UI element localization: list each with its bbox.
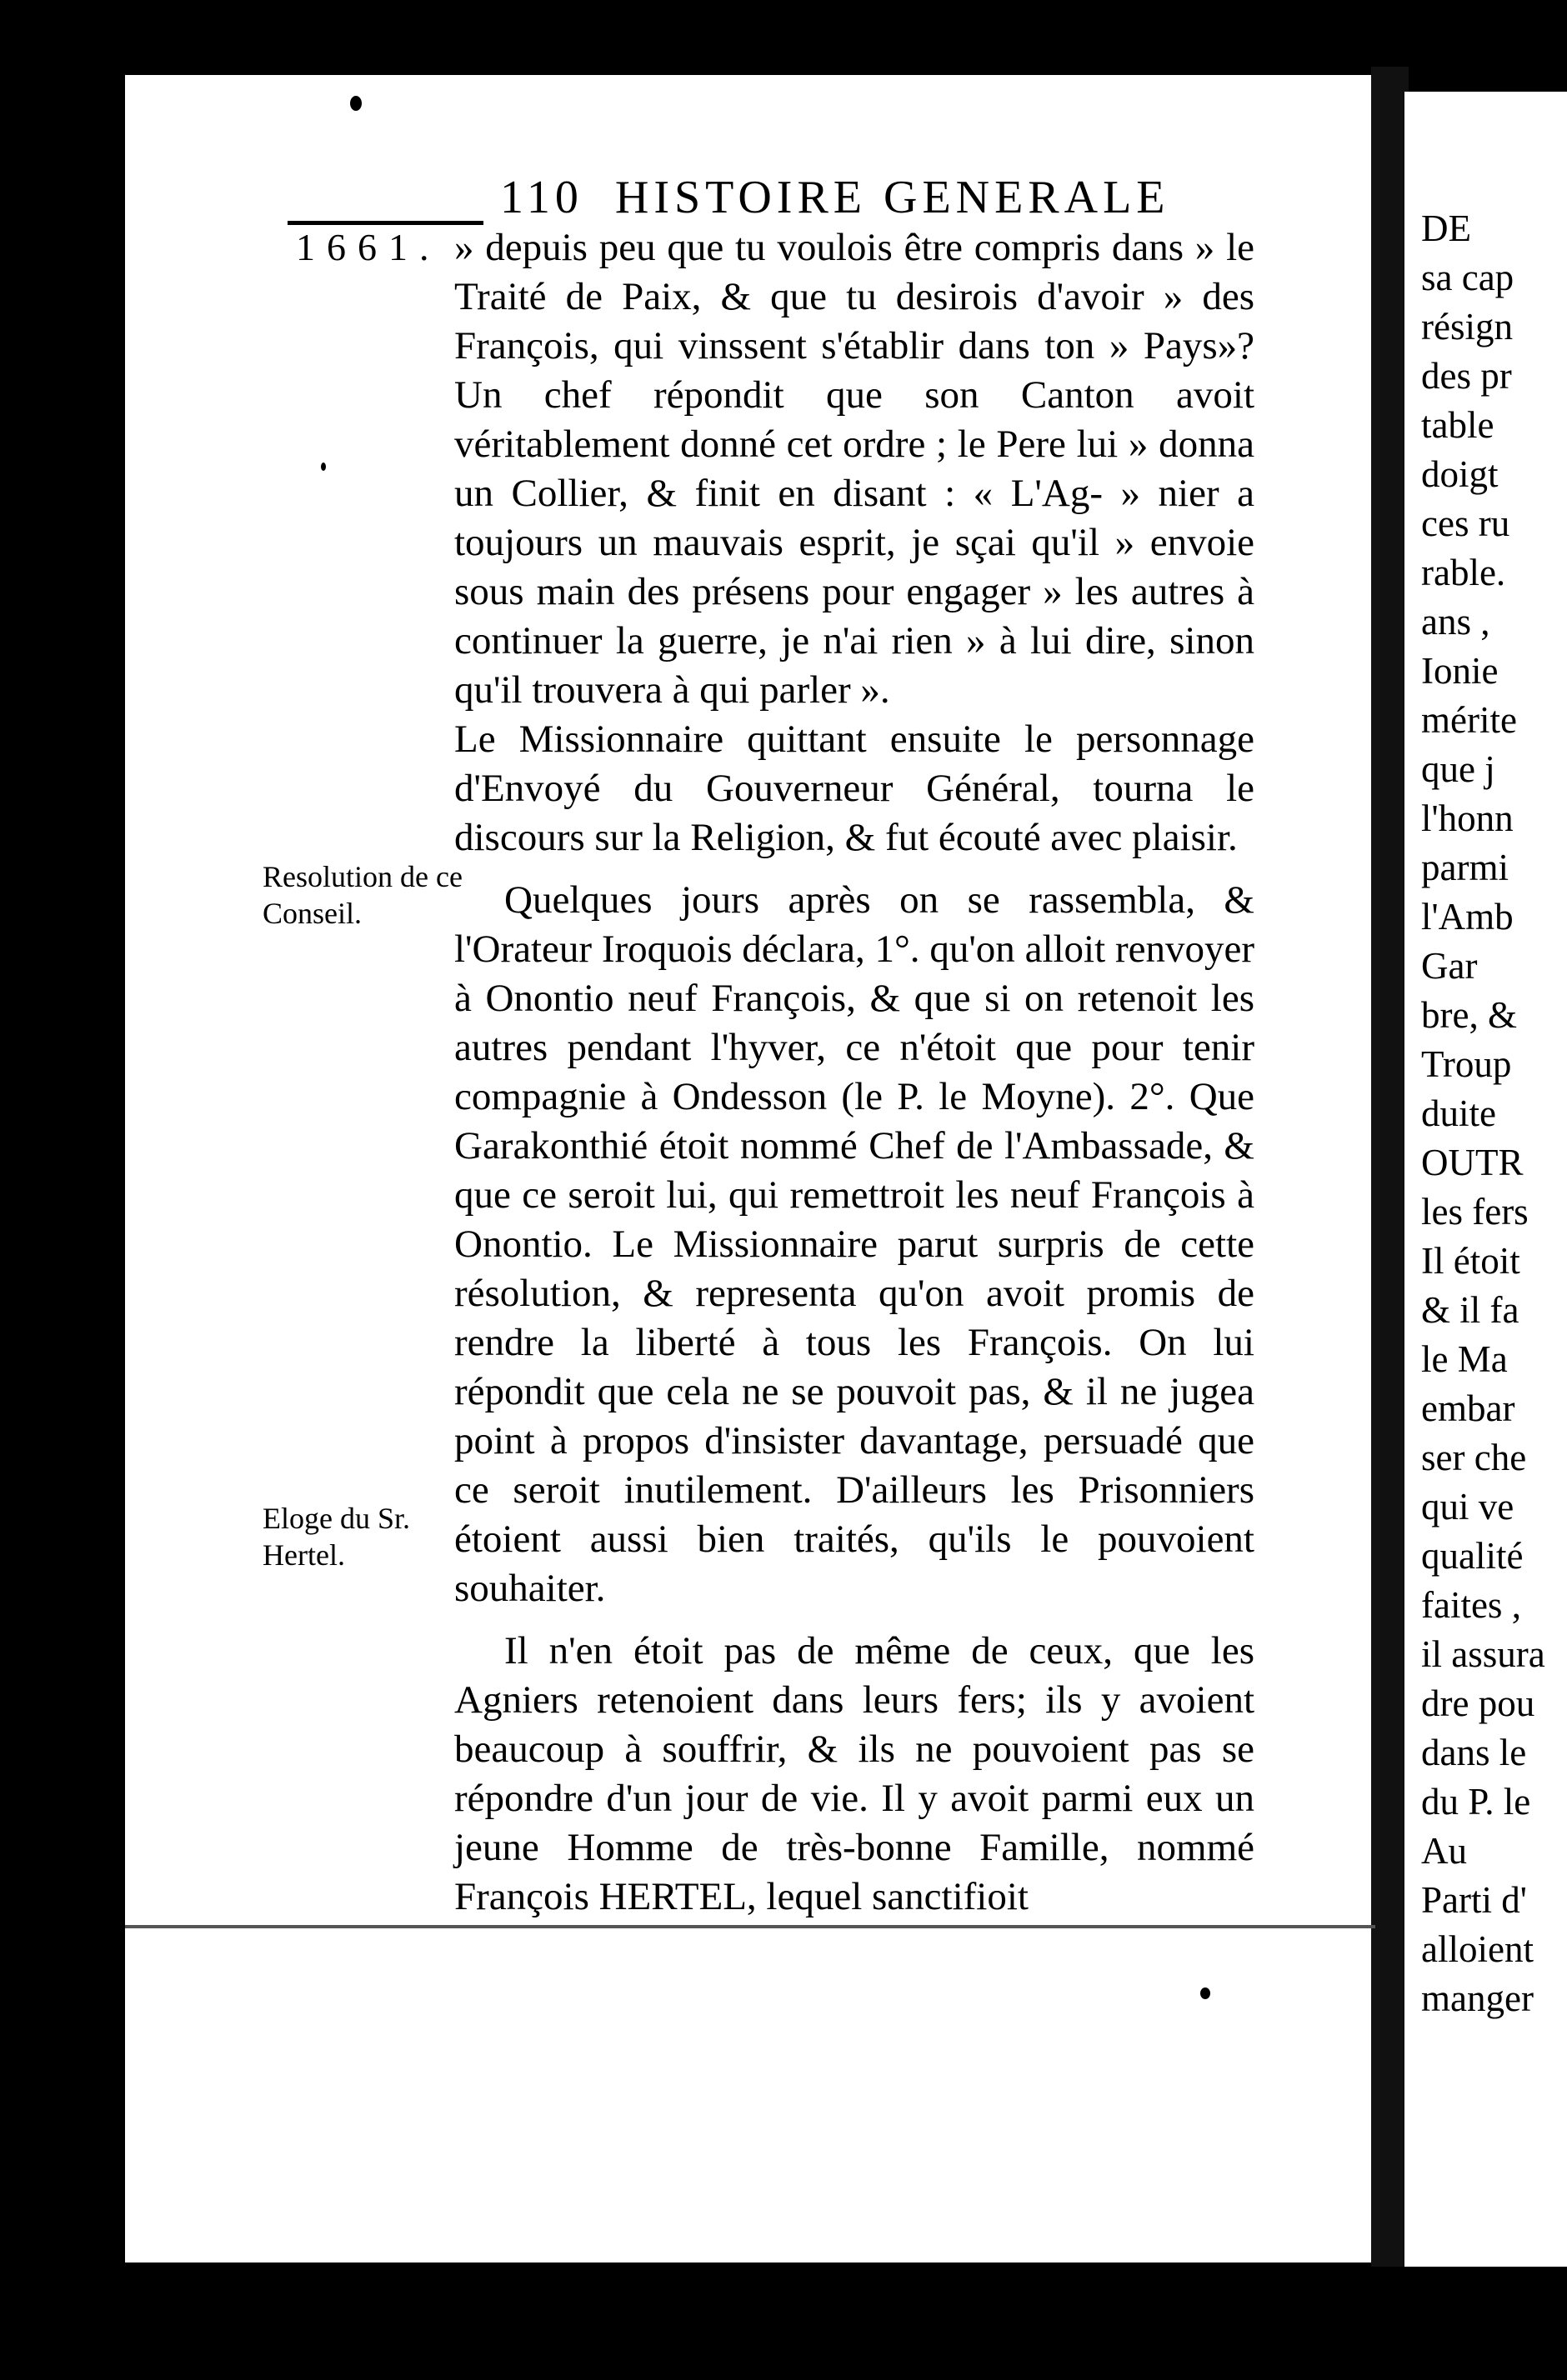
right-line: les fers [1421,1191,1529,1232]
scan-artifact-line [125,1925,1375,1928]
right-line: l'honn [1421,798,1514,839]
right-line: du P. le [1421,1781,1531,1822]
right-line: résign [1421,306,1513,348]
right-line: mérite [1421,699,1517,741]
right-line: dans le [1421,1732,1527,1773]
right-line: qui ve [1421,1486,1514,1528]
paragraph-2: Le Missionnaire quittant ensuite le personnage d'Envoyé du Gouverneur Général, tourna le discours sur la Religion, & fut écouté avec plaisir. [454,718,1254,859]
right-line: embar [1421,1388,1515,1429]
right-line: duite [1421,1092,1496,1134]
right-line: le Ma [1421,1338,1508,1380]
right-line: Troup [1421,1043,1512,1085]
right-line: table [1421,404,1494,446]
right-line: rable. [1421,552,1506,593]
scan-speck [1200,1988,1210,1999]
right-line: Il étoit [1421,1240,1520,1282]
right-line: & il fa [1421,1289,1519,1331]
right-line: alloient [1421,1928,1534,1970]
right-line: l'Amb [1421,896,1514,938]
right-line: faites , [1421,1584,1521,1626]
right-line: Parti d' [1421,1879,1527,1921]
right-line: il assura [1421,1633,1545,1675]
main-text [454,223,1254,1922]
right-line: dre pou [1421,1682,1535,1724]
right-line: Gar [1421,945,1478,987]
right-line: DE [1421,208,1471,249]
right-line: ces ru [1421,502,1510,544]
page-number: 110 [500,172,583,223]
right-page-text [1421,204,1567,2023]
right-line: qualité [1421,1535,1524,1577]
margin-note-resolution: Resolution de ce Conseil. [263,860,463,930]
paragraph-1: » depuis peu que tu voulois être compris dans » le Traité de Paix, & que tu desirois d'avoir » des François, qui vinssent s'établir dans ton » Pays»? Un chef répondit que son Canton avoit véritablement donné cet ordre ; le Pere lui » donna un Collier, & finit en disant : « L'Ag- » nier a toujours un mauvais esprit, je sçai qu'il » envoie sous main des présens pour engager » les autres à continuer la guerre, je n'ai rien » à lui dire, sinon qu'il trouvera à qui parler ». [454,226,1254,712]
right-line: ser che [1421,1437,1527,1478]
right-line: Au [1421,1830,1467,1872]
right-line: sa cap [1421,257,1514,298]
margin-note-eloge: Eloge du Sr. Hertel. [263,1502,410,1572]
margin-year: 1661. [296,226,441,268]
paragraph-4: Il n'en étoit pas de même de ceux, que les Agniers retenoient dans leurs fers; ils y avoient beaucoup à souffrir, & ils ne pouvoient pas se répondre d'un jour de vie. Il y avoit parmi eux un jeune Homme de très-bonne Famille, nommé François HERTEL, lequel sanctifioit [454,1629,1254,1918]
paragraph-3: Quelques jours après on se rassembla, & l'Orateur Iroquois déclara, 1°. qu'on alloit renvoyer à Onontio neuf François, & que si on retenoit les autres pendant l'hyver, ce n'étoit que pour tenir compagnie à Ondesson (le P. le Moyne). 2°. Que Garakonthié étoit nommé Chef de l'Ambassade, & que ce seroit lui, qui remettroit les neuf François à Onontio. Le Missionnaire parut surpris de cette résolution, & representa qu'on avoit promis de rendre la liberté à tous les François. On lui répondit que cela ne se pouvoit pas, & il ne jugea point à propos d'insister davantage, persuadé que ce seroit inutilement. D'ailleurs les Prisonniers étoient aussi bien traités, qu'ils le pouvoient souhaiter. [454,878,1254,1610]
right-line: doigt [1421,453,1499,495]
right-line: Ionie [1421,650,1499,692]
running-title: HISTOIRE GENERALE [614,172,1170,223]
scan-border-bottom [0,2267,1567,2380]
right-line: ans , [1421,601,1490,642]
right-line: parmi [1421,847,1509,888]
right-line: OUTR [1421,1142,1524,1183]
page-header [500,171,1170,224]
right-line: bre, & [1421,994,1517,1036]
right-line: manger [1421,1978,1534,2019]
book-gutter [1371,67,1409,2283]
scan-speck [321,462,326,471]
scan-speck [350,96,362,111]
right-line: des pr [1421,355,1512,397]
right-line: que j [1421,748,1495,790]
